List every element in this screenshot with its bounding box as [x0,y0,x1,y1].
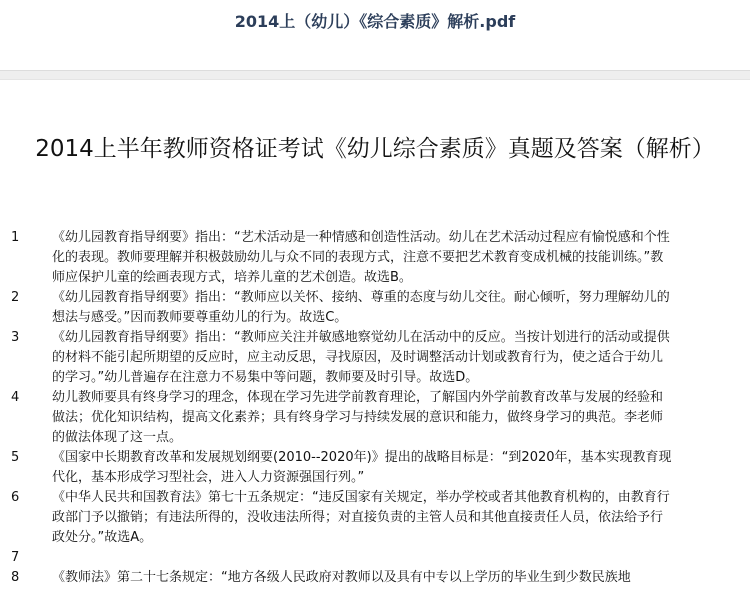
item-text: 《幼儿园教育指导纲要》指出：“艺术活动是一种情感和创造性活动。幼儿在艺术活动过程应有愉悦感和个性化的表现。教师要理解并积极鼓励幼儿与众不同的表现方式，注意不要把艺术教育变成机械的技能训练。”教师应保护儿童的绘画表现方式，培养儿童的艺术创造。故选B。 [52,230,670,285]
item-text: 《幼儿园教育指导纲要》指出：“教师应以关怀、接纳、尊重的态度与幼儿交往。耐心倾听，努力理解幼儿的想法与感受。”因而教师要尊重幼儿的行为。故选C。 [52,290,670,325]
item-text: 《幼儿园教育指导纲要》指出：“教师应关注并敏感地察觉幼儿在活动中的反应。当按计划进行的活动或提供的材料不能引起所期望的反应时，应主动反思，寻找原因，及时调整活动计划或教育行为，使之适合于幼儿的学习。”幼儿普遍存在注意力不易集中等问题，教师要及时引导。故选D。 [52,330,670,385]
page-separator [0,70,750,80]
item-number: 1 [11,230,20,245]
item-text: 幼儿教师要具有终身学习的理念，体现在学习先进学前教育理论，了解国内外学前教育改革与发展的经验和做法；优化知识结构，提高文化素养；具有终身学习与持续发展的意识和能力，做终身学习的典范。李老师的做法体现了这一点。 [52,390,664,445]
item-number: 7 [11,550,20,565]
item-number: 2 [11,290,20,305]
document-page [0,80,750,590]
file-title: 2014上（幼儿）《综合素质》解析.pdf [234,12,516,31]
item-number: 6 [11,490,20,505]
item-text: 《中华人民共和国教育法》第七十五条规定：“违反国家有关规定，举办学校或者其他教育机构的，由教育行政部门予以撤销；有违法所得的，没收违法所得；对直接负责的主管人员和其他直接责任人员，依法给予行政处分。”故选A。 [52,490,670,545]
item-text: 《国家中长期教育改革和发展规划纲要(2010--2020年)》提出的战略目标是：“到2020年，基本实现教育现代化，基本形成学习型社会，进入人力资源强国行列。” [52,450,672,485]
item-number: 5 [11,450,20,465]
document-title: 2014上半年教师资格证考试《幼儿综合素质》真题及答案（解析） [35,136,715,162]
item-text: 《教师法》第二十七条规定：“地方各级人民政府对教师以及具有中专以上学历的毕业生到少数民族地 [52,570,631,585]
item-number: 8 [11,570,20,585]
item-number: 3 [11,330,20,345]
pdf-viewer-header [0,0,750,70]
item-number: 4 [11,390,20,405]
